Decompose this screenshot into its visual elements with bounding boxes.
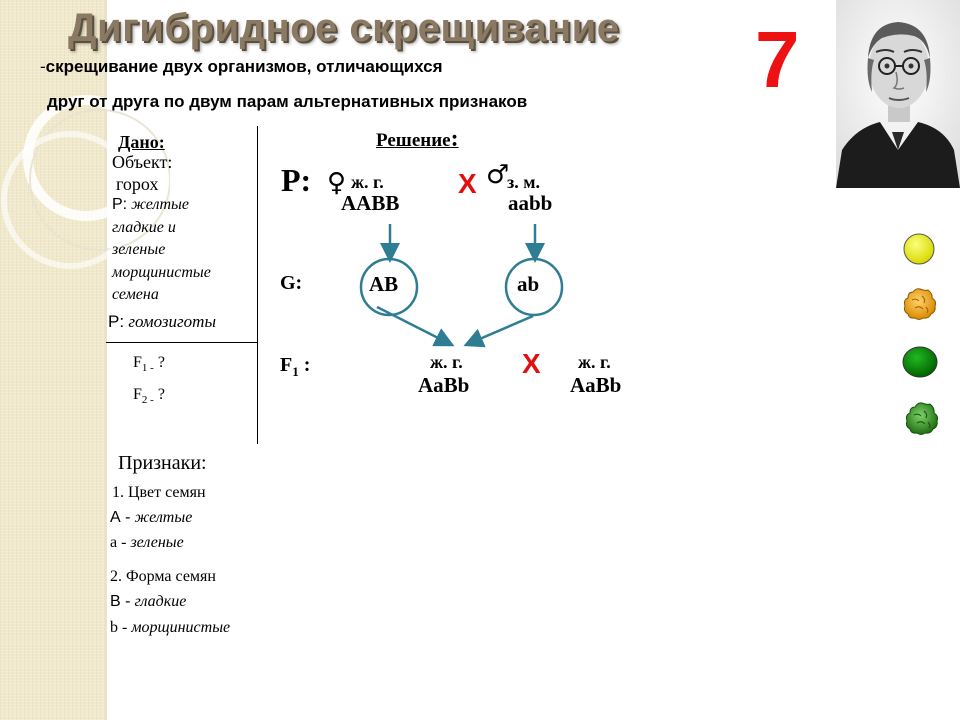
trait-line-1: гладкие и [112, 218, 176, 236]
trait-2-dominant-letter: В - [110, 593, 131, 610]
definition-line-2: друг от друга по двум парам альтернативных признаков [47, 92, 528, 111]
trait-1-recessive-text: зеленые [130, 534, 184, 551]
f1-left-phenotype: ж. г. [430, 352, 463, 372]
trait-2-recessive-letter: b - [110, 619, 128, 636]
f1-query-letter: F [133, 354, 142, 371]
trait-1-title: 1. Цвет семян [112, 484, 206, 501]
trait-1-dominant-letter: А - [110, 509, 131, 526]
female-genotype: AABB [341, 191, 400, 215]
trait-2-recessive-text: морщинистые [131, 619, 231, 636]
trait-line-3: морщинистые [112, 263, 211, 281]
f2-query-letter: F [133, 386, 142, 403]
traits-heading: Признаки: [118, 452, 207, 474]
f1-colon: : [298, 354, 311, 376]
f2-query-mark: ? [153, 386, 165, 403]
arrow-gamete-1-to-f1 [377, 307, 450, 344]
parent-cross-mark: X [458, 168, 477, 199]
male-phenotype: з. м. [507, 172, 540, 192]
solution-heading-text: Решение [376, 130, 451, 151]
male-genotype: aabb [508, 191, 553, 215]
trait-line-2: зеленые [112, 241, 166, 258]
male-symbol: ♂ [486, 160, 510, 190]
f1-letter: F [280, 354, 293, 376]
trait-line-0: желтые [131, 196, 189, 213]
f1-right-genotype: AaBb [570, 373, 622, 397]
given-p-label: P: [112, 196, 128, 213]
arrow-gamete-2-to-f1 [468, 316, 533, 344]
f1-subscript: 1 [292, 364, 299, 379]
trait-1-dominant-text: желтые [134, 509, 193, 526]
f1-query-mark: ? [153, 354, 165, 371]
given-p2-value: гомозиготы [128, 312, 216, 331]
slide-title: Дигибридное скрещивание [68, 6, 620, 50]
yellow-smooth-pea-icon [902, 232, 936, 266]
p-row-label: P: [281, 162, 312, 198]
female-phenotype: ж. г. [351, 172, 384, 192]
f1-row-label [280, 354, 310, 380]
given-heading: Дано: [118, 132, 165, 152]
gamete-label-2: ab [517, 272, 540, 296]
f1-cross-mark: X [522, 348, 541, 379]
female-symbol: ♀ [327, 168, 347, 198]
yellow-wrinkled-pea-icon [902, 286, 938, 322]
trait-2-dominant-text: гладкие [134, 593, 187, 610]
f1-left-genotype: AaBb [418, 373, 470, 397]
given-object-label: Объект: [112, 152, 173, 172]
g-row-label: G: [280, 272, 303, 294]
slide-number: 7 [755, 15, 800, 104]
green-wrinkled-pea-icon [904, 400, 940, 438]
solution-heading-colon: : [450, 126, 459, 152]
f1-query-sub: 1 - [141, 362, 154, 375]
trait-line-4: семена [112, 286, 159, 303]
trait-1-recessive-letter: а - [110, 534, 127, 551]
trait-2-title: 2. Форма семян [110, 568, 216, 585]
given-p2-label: P: [108, 312, 125, 331]
f1-right-phenotype: ж. г. [578, 352, 611, 372]
green-smooth-pea-icon [901, 344, 939, 380]
definition-text-1: скрещивание двух организмов, отличающихся [45, 57, 443, 76]
gamete-label-1: AB [369, 272, 399, 296]
definition-dash: - [40, 57, 46, 76]
f2-query-sub: 2 - [141, 394, 154, 407]
given-object-value: горох [116, 174, 159, 194]
